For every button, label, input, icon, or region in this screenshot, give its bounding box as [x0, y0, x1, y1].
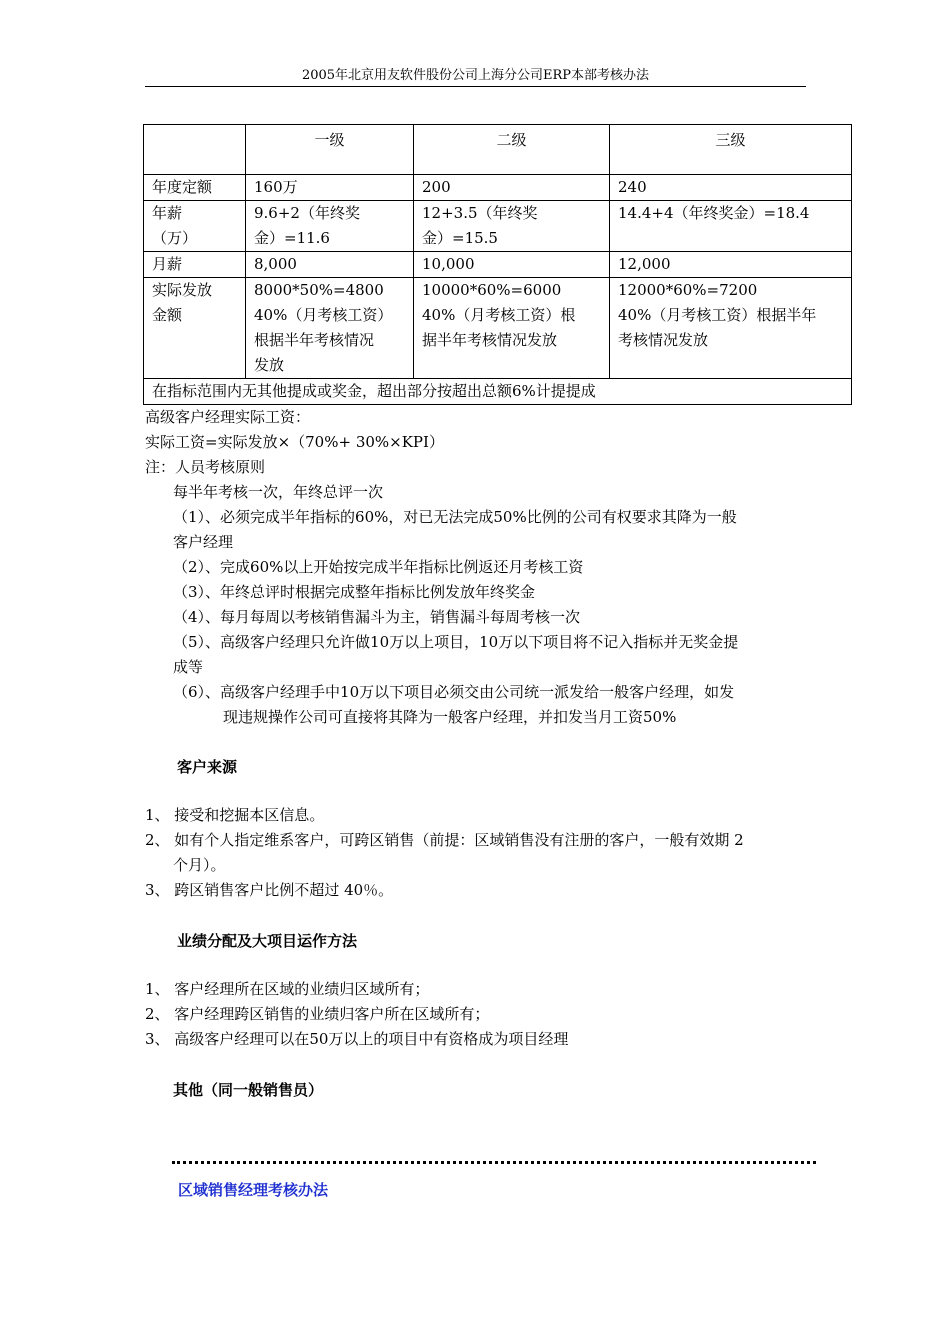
table-row [144, 201, 852, 252]
table-footer-note: 在指标范围内无其他提成或奖金，超出部分按超出总额6%计提提成 [144, 379, 852, 405]
section-heading-customer-source: 客户来源 [177, 758, 238, 776]
list-item: 1、 客户经理所在区域的业绩归区域所有； [145, 980, 430, 998]
table-header-row [144, 125, 852, 175]
rule-item: 现违规操作公司可直接将其降为一般客户经理，并扣发当月工资50% [223, 708, 677, 726]
column-header: 一级 [246, 125, 414, 175]
table-cell: 160万 [246, 175, 414, 201]
list-item: 1、 接受和挖掘本区信息。 [145, 806, 325, 824]
table-row [144, 175, 852, 201]
section-heading-other: 其他（同一般销售员） [173, 1081, 324, 1099]
table-row [144, 278, 852, 379]
table-cell: 12000*60%=7200 40%（月考核工资）根据半年 考核情况发放 [610, 278, 852, 379]
rule-item: 客户经理 [173, 533, 234, 551]
table-cell: 10000*60%=6000 40%（月考核工资）根 据半年考核情况发放 [414, 278, 610, 379]
table-cell: 12+3.5（年终奖 金）=15.5 [414, 201, 610, 252]
table-footer-row [144, 379, 852, 405]
row-label: 月薪 [144, 252, 246, 278]
row-label: 实际发放 金额 [144, 278, 246, 379]
table-corner-cell [144, 125, 246, 175]
table-cell: 200 [414, 175, 610, 201]
salary-formula: 实际工资=实际发放×（70%+ 30%×KPI） [145, 433, 444, 451]
table-cell: 10,000 [414, 252, 610, 278]
table-cell: 9.6+2（年终奖 金）=11.6 [246, 201, 414, 252]
rule-item: （3）、年终总评时根据完成整年指标比例发放年终奖金 [173, 583, 536, 601]
column-header: 二级 [414, 125, 610, 175]
table-cell: 14.4+4（年终奖金）=18.4 [610, 201, 852, 252]
rule-item: （4）、每月每周以考核销售漏斗为主，销售漏斗每周考核一次 [173, 608, 581, 626]
rule-item: 成等 [173, 658, 204, 676]
rule-item: （2）、完成60%以上开始按完成半年指标比例返还月考核工资 [173, 558, 584, 576]
table-cell: 8,000 [246, 252, 414, 278]
salary-line: 高级客户经理实际工资： [145, 408, 311, 426]
list-item: 3、 跨区销售客户比例不超过 40％。 [145, 881, 394, 899]
table-cell: 8000*50%=4800 40%（月考核工资） 根据半年考核情况 发放 [246, 278, 414, 379]
rule-item: （5）、高级客户经理只允许做10万以上项目，10万以下项目将不记入指标并无奖金提 [173, 633, 739, 651]
section-heading-performance: 业绩分配及大项目运作方法 [177, 932, 358, 950]
rule-item: （1）、必须完成半年指标的60%，对已无法完成50%比例的公司有权要求其降为一般 [173, 508, 737, 526]
list-item: 个月）。 [173, 856, 226, 874]
note-title: 注：人员考核原则 [145, 458, 266, 476]
note-subtitle: 每半年考核一次，年终总评一次 [173, 483, 384, 501]
list-item: 3、 高级客户经理可以在50万以上的项目中有资格成为项目经理 [145, 1030, 569, 1048]
table-row [144, 252, 852, 278]
table-cell: 12,000 [610, 252, 852, 278]
rule-item: （6）、高级客户经理手中10万以下项目必须交由公司统一派发给一般客户经理，如发 [173, 683, 735, 701]
column-header: 三级 [610, 125, 852, 175]
page-header: 2005年北京用友软件股份公司上海分公司ERP本部考核办法 [145, 64, 806, 87]
row-label: 年薪 （万） [144, 201, 246, 252]
section-heading-regional-manager: 区域销售经理考核办法 [178, 1181, 329, 1199]
section-divider [172, 1161, 816, 1164]
list-item: 2、 客户经理跨区销售的业绩归客户所在区域所有； [145, 1005, 490, 1023]
table-cell: 240 [610, 175, 852, 201]
row-label: 年度定额 [144, 175, 246, 201]
salary-table [143, 124, 852, 405]
list-item: 2、 如有个人指定维系客户，可跨区销售（前提：区域销售没有注册的客户，一般有效期 2 [145, 831, 744, 849]
